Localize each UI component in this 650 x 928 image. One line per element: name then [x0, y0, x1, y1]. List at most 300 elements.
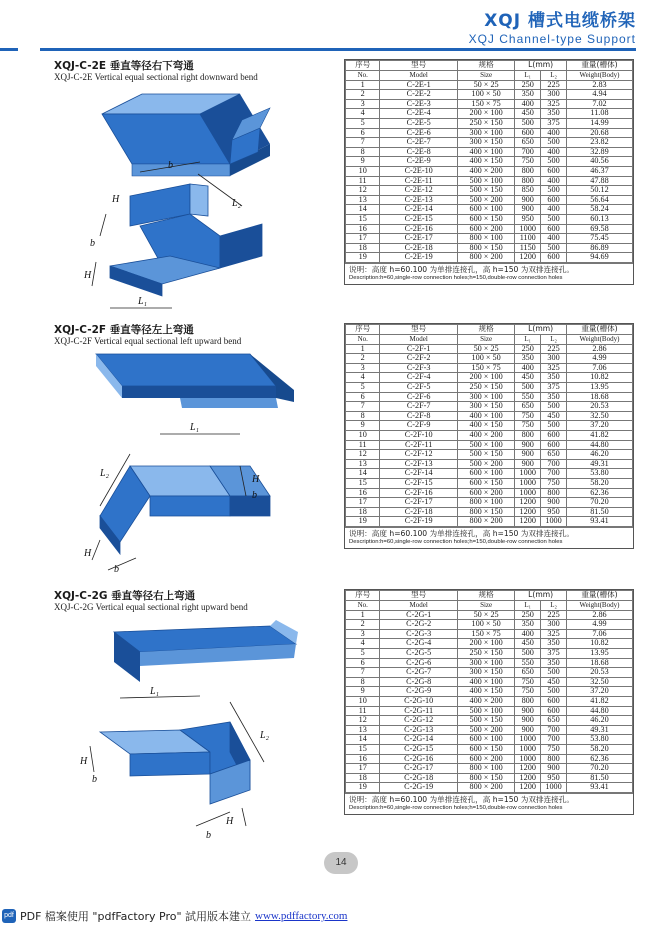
th-weight-en: Weight(Body)	[566, 71, 632, 81]
section-title: XQJ-C-2F 垂直等径左上弯通	[54, 324, 194, 336]
cell-l2: 300	[541, 354, 567, 364]
cell-no: 1	[346, 344, 380, 354]
cell-weight: 81.50	[566, 507, 632, 517]
table-note	[345, 263, 633, 284]
cell-weight: 41.82	[566, 430, 632, 440]
cell-size: 800 × 150	[457, 507, 514, 517]
th-size-en: Size	[457, 601, 514, 611]
cell-size: 50 × 25	[457, 610, 514, 620]
cell-model: C-2E-3	[380, 99, 457, 109]
tray-drawing-left-upward-bend	[80, 346, 320, 576]
cell-model: C-2E-1	[380, 80, 457, 90]
cell-model: C-2F-9	[380, 421, 457, 431]
cell-no: 16	[346, 754, 380, 764]
cell-size: 100 × 50	[457, 354, 514, 364]
cell-l2: 1000	[541, 783, 567, 793]
cell-weight: 4.99	[566, 354, 632, 364]
cell-no: 9	[346, 157, 380, 167]
cell-l2: 400	[541, 234, 567, 244]
cell-no: 6	[346, 658, 380, 668]
cell-no: 16	[346, 488, 380, 498]
note-en: Description:h=60,single-row connection holes;h=150,double-row connection holes	[349, 274, 563, 281]
cell-size: 150 × 75	[457, 99, 514, 109]
th-model-en: Model	[380, 335, 457, 345]
cell-model: C-2G-7	[380, 668, 457, 678]
cell-model: C-2F-11	[380, 440, 457, 450]
cell-l1: 1000	[515, 478, 541, 488]
cell-l2: 325	[541, 629, 567, 639]
cell-weight: 14.99	[566, 118, 632, 128]
cell-size: 300 × 150	[457, 402, 514, 412]
th-size-cn: 规格	[457, 325, 514, 335]
cell-l2: 500	[541, 687, 567, 697]
cell-no: 10	[346, 166, 380, 176]
cell-l1: 500	[515, 118, 541, 128]
cell-l1: 900	[515, 725, 541, 735]
cell-no: 4	[346, 373, 380, 383]
cell-l2: 500	[541, 402, 567, 412]
th-weight-en: Weight(Body)	[566, 335, 632, 345]
th-size-en: Size	[457, 335, 514, 345]
th-weight-cn: 重量(槽体)	[566, 61, 632, 71]
table-row	[346, 234, 633, 244]
cell-weight: 46.20	[566, 450, 632, 460]
cell-no: 10	[346, 430, 380, 440]
cell-l1: 750	[515, 687, 541, 697]
cell-l1: 1200	[515, 783, 541, 793]
cell-model: C-2G-2	[380, 620, 457, 630]
cell-model: C-2F-17	[380, 498, 457, 508]
cell-weight: 81.50	[566, 773, 632, 783]
cell-model: C-2E-4	[380, 109, 457, 119]
cell-size: 800 × 100	[457, 764, 514, 774]
cell-l2: 600	[541, 166, 567, 176]
cell-model: C-2E-18	[380, 243, 457, 253]
section-title: XQJ-C-2E 垂直等径右下弯通	[54, 60, 194, 72]
cell-l1: 650	[515, 668, 541, 678]
cell-no: 1	[346, 610, 380, 620]
cell-size: 600 × 100	[457, 735, 514, 745]
th-size-cn: 规格	[457, 61, 514, 71]
table-row	[346, 498, 633, 508]
cell-size: 400 × 150	[457, 421, 514, 431]
cell-size: 400 × 150	[457, 687, 514, 697]
cell-no: 19	[346, 253, 380, 263]
cell-size: 400 × 200	[457, 166, 514, 176]
note-en: Description:h=60,single-row connection holes;h=150,double-row connection holes	[349, 538, 563, 545]
cell-size: 800 × 150	[457, 773, 514, 783]
cell-model: C-2G-19	[380, 783, 457, 793]
tray-render	[96, 354, 294, 408]
cell-weight: 50.12	[566, 186, 632, 196]
cell-no: 18	[346, 773, 380, 783]
cell-model: C-2E-14	[380, 205, 457, 215]
cell-l2: 1000	[541, 517, 567, 527]
cell-size: 200 × 100	[457, 639, 514, 649]
cell-l2: 600	[541, 224, 567, 234]
cell-no: 13	[346, 195, 380, 205]
cell-size: 600 × 100	[457, 205, 514, 215]
cell-no: 14	[346, 205, 380, 215]
cell-l1: 800	[515, 430, 541, 440]
cell-size: 150 × 75	[457, 363, 514, 373]
cell-l1: 250	[515, 344, 541, 354]
note-cn: 说明：高度 h=60.100 为单排连接孔，高 h=150 为双排连接孔。	[349, 794, 574, 804]
dim-label-b-bottom: b	[114, 564, 119, 575]
cell-weight: 2.83	[566, 80, 632, 90]
cell-weight: 10.82	[566, 639, 632, 649]
cell-weight: 37.20	[566, 687, 632, 697]
th-model-en: Model	[380, 601, 457, 611]
th-size-en: Size	[457, 71, 514, 81]
cell-l1: 900	[515, 450, 541, 460]
cell-model: C-2E-17	[380, 234, 457, 244]
cell-size: 600 × 150	[457, 478, 514, 488]
cell-no: 3	[346, 629, 380, 639]
th-no-en: No.	[346, 601, 380, 611]
note-cn: 说明：高度 h=60.100 为单排连接孔，高 h=150 为双排连接孔。	[349, 528, 574, 538]
cell-no: 12	[346, 450, 380, 460]
cell-l1: 400	[515, 363, 541, 373]
cell-weight: 49.31	[566, 725, 632, 735]
cell-weight: 2.86	[566, 344, 632, 354]
section-subtitle: XQJ-C-2G Vertical equal sectional right upward bend	[54, 602, 248, 612]
table-row	[346, 517, 633, 527]
cell-model: C-2E-10	[380, 166, 457, 176]
cell-weight: 49.31	[566, 459, 632, 469]
cell-model: C-2G-15	[380, 744, 457, 754]
cell-weight: 93.41	[566, 783, 632, 793]
dim-label-b-right: b	[252, 490, 257, 501]
th-l2: L₂	[541, 601, 567, 611]
cell-model: C-2F-5	[380, 382, 457, 392]
cell-size: 800 × 150	[457, 243, 514, 253]
cell-model: C-2G-14	[380, 735, 457, 745]
table-row	[346, 783, 633, 793]
table-row	[346, 166, 633, 176]
cell-weight: 46.37	[566, 166, 632, 176]
cell-size: 300 × 150	[457, 668, 514, 678]
cell-l2: 700	[541, 459, 567, 469]
cell-l1: 1000	[515, 735, 541, 745]
cell-model: C-2G-17	[380, 764, 457, 774]
th-weight-cn: 重量(槽体)	[566, 591, 632, 601]
cell-weight: 2.86	[566, 610, 632, 620]
table-row	[346, 764, 633, 774]
cell-l2: 500	[541, 157, 567, 167]
tray-line-drawing	[90, 696, 264, 826]
spec-table-c2e	[344, 59, 634, 285]
cell-l2: 400	[541, 147, 567, 157]
dim-label-l1: L₁	[150, 686, 160, 697]
cell-model: C-2G-16	[380, 754, 457, 764]
cell-weight: 11.08	[566, 109, 632, 119]
cell-weight: 62.36	[566, 754, 632, 764]
cell-weight: 18.68	[566, 392, 632, 402]
cell-l1: 1200	[515, 507, 541, 517]
cell-l1: 650	[515, 138, 541, 148]
cell-l1: 800	[515, 176, 541, 186]
cell-no: 4	[346, 639, 380, 649]
table-row	[346, 430, 633, 440]
cell-l1: 350	[515, 354, 541, 364]
dim-label-b-bottom: b	[206, 830, 211, 841]
cell-no: 11	[346, 440, 380, 450]
cell-size: 600 × 200	[457, 754, 514, 764]
cell-l2: 400	[541, 176, 567, 186]
cell-size: 100 × 50	[457, 620, 514, 630]
cell-l2: 325	[541, 363, 567, 373]
tray-line-drawing	[92, 162, 262, 308]
cell-l2: 650	[541, 450, 567, 460]
th-model-en: Model	[380, 71, 457, 81]
table-row	[346, 735, 633, 745]
th-l-cn: L(mm)	[515, 325, 567, 335]
cell-size: 500 × 200	[457, 459, 514, 469]
dim-label-l1: L₁	[190, 422, 200, 433]
cell-no: 12	[346, 186, 380, 196]
cell-model: C-2E-2	[380, 90, 457, 100]
footer-link[interactable]: www.pdffactory.com	[255, 910, 348, 922]
table-row	[346, 354, 633, 364]
th-no-cn: 序号	[346, 325, 380, 335]
table-note	[345, 793, 633, 814]
cell-size: 150 × 75	[457, 629, 514, 639]
cell-weight: 32.89	[566, 147, 632, 157]
cell-size: 300 × 100	[457, 128, 514, 138]
dim-label-h-right: H	[252, 474, 260, 485]
cell-l1: 1200	[515, 764, 541, 774]
note-en: Description:h=60,single-row connection holes;h=150,double-row connection holes	[349, 804, 563, 811]
cell-weight: 7.02	[566, 99, 632, 109]
cell-l2: 600	[541, 706, 567, 716]
table-row	[346, 205, 633, 215]
cell-weight: 37.20	[566, 421, 632, 431]
cell-no: 11	[346, 706, 380, 716]
cell-l2: 225	[541, 80, 567, 90]
cell-l2: 700	[541, 469, 567, 479]
cell-model: C-2E-7	[380, 138, 457, 148]
cell-model: C-2E-8	[380, 147, 457, 157]
tray-drawing-right-upward-bend	[80, 612, 320, 844]
cell-size: 300 × 150	[457, 138, 514, 148]
cell-l2: 375	[541, 382, 567, 392]
cell-weight: 56.64	[566, 195, 632, 205]
cell-size: 300 × 100	[457, 658, 514, 668]
cell-l1: 1000	[515, 488, 541, 498]
cell-l1: 1200	[515, 517, 541, 527]
dim-label-h-left: H	[80, 756, 88, 767]
cell-l1: 750	[515, 677, 541, 687]
table-row	[346, 186, 633, 196]
cell-l1: 900	[515, 205, 541, 215]
table-row	[346, 469, 633, 479]
dim-label-b-top: b	[168, 160, 173, 171]
cell-weight: 75.45	[566, 234, 632, 244]
cell-no: 15	[346, 214, 380, 224]
table-row	[346, 138, 633, 148]
section-title: XQJ-C-2G 垂直等径右上弯通	[54, 590, 196, 602]
cell-no: 8	[346, 147, 380, 157]
cell-weight: 44.80	[566, 440, 632, 450]
cell-model: C-2G-11	[380, 706, 457, 716]
cell-l1: 1200	[515, 498, 541, 508]
pdf-footer	[2, 908, 347, 924]
cell-l1: 1200	[515, 253, 541, 263]
table-row	[346, 157, 633, 167]
cell-no: 18	[346, 243, 380, 253]
cell-l2: 350	[541, 109, 567, 119]
cell-weight: 86.89	[566, 243, 632, 253]
cell-model: C-2F-7	[380, 402, 457, 412]
cell-l2: 900	[541, 764, 567, 774]
cell-weight: 7.06	[566, 363, 632, 373]
cell-l1: 750	[515, 157, 541, 167]
cell-weight: 46.20	[566, 716, 632, 726]
cell-l1: 750	[515, 411, 541, 421]
cell-size: 50 × 25	[457, 80, 514, 90]
cell-l2: 300	[541, 620, 567, 630]
cell-l2: 750	[541, 744, 567, 754]
cell-model: C-2F-2	[380, 354, 457, 364]
cell-size: 250 × 150	[457, 648, 514, 658]
th-weight-cn: 重量(槽体)	[566, 325, 632, 335]
cell-size: 500 × 150	[457, 450, 514, 460]
cell-l1: 550	[515, 392, 541, 402]
cell-no: 14	[346, 735, 380, 745]
cell-model: C-2F-1	[380, 344, 457, 354]
cell-weight: 70.20	[566, 498, 632, 508]
cell-l1: 800	[515, 696, 541, 706]
cell-size: 500 × 150	[457, 186, 514, 196]
table-row	[346, 253, 633, 263]
cell-model: C-2E-15	[380, 214, 457, 224]
cell-no: 3	[346, 99, 380, 109]
cell-weight: 10.82	[566, 373, 632, 383]
cell-l2: 400	[541, 128, 567, 138]
dim-label-h-upper: H	[112, 194, 120, 205]
cell-weight: 7.06	[566, 629, 632, 639]
th-no-cn: 序号	[346, 61, 380, 71]
th-no-en: No.	[346, 71, 380, 81]
cell-no: 7	[346, 668, 380, 678]
cell-model: C-2F-10	[380, 430, 457, 440]
cell-weight: 53.80	[566, 735, 632, 745]
cell-size: 800 × 200	[457, 783, 514, 793]
cell-l2: 500	[541, 243, 567, 253]
cell-weight: 4.94	[566, 90, 632, 100]
cell-l2: 600	[541, 440, 567, 450]
pdf-icon: pdf	[2, 909, 16, 923]
cell-l2: 650	[541, 716, 567, 726]
cell-weight: 58.20	[566, 744, 632, 754]
cell-l2: 450	[541, 411, 567, 421]
cell-weight: 32.50	[566, 677, 632, 687]
cell-size: 600 × 150	[457, 214, 514, 224]
cell-weight: 20.68	[566, 128, 632, 138]
cell-l1: 800	[515, 166, 541, 176]
cell-model: C-2F-3	[380, 363, 457, 373]
table-row	[346, 478, 633, 488]
cell-l2: 325	[541, 99, 567, 109]
cell-no: 3	[346, 363, 380, 373]
cell-no: 8	[346, 411, 380, 421]
footer-text: PDF 檔案使用 "pdfFactory Pro" 試用版本建立	[20, 910, 252, 923]
th-l-cn: L(mm)	[515, 591, 567, 601]
cell-weight: 58.24	[566, 205, 632, 215]
cell-l1: 1000	[515, 224, 541, 234]
cell-l1: 550	[515, 658, 541, 668]
cell-no: 7	[346, 138, 380, 148]
table-row	[346, 668, 633, 678]
cell-model: C-2G-1	[380, 610, 457, 620]
cell-l2: 800	[541, 488, 567, 498]
table-row	[346, 687, 633, 697]
note-cn: 说明：高度 h=60.100 为单排连接孔，高 h=150 为双排连接孔。	[349, 264, 574, 274]
cell-weight: 20.53	[566, 402, 632, 412]
cell-model: C-2G-18	[380, 773, 457, 783]
cell-no: 15	[346, 478, 380, 488]
cell-l2: 750	[541, 478, 567, 488]
spec-table-c2f	[344, 323, 634, 549]
cell-l1: 1000	[515, 469, 541, 479]
cell-weight: 60.13	[566, 214, 632, 224]
dim-label-l2: L₂	[232, 198, 242, 209]
cell-l2: 600	[541, 195, 567, 205]
cell-l2: 600	[541, 696, 567, 706]
cell-l2: 600	[541, 430, 567, 440]
table-row	[346, 716, 633, 726]
cell-model: C-2G-13	[380, 725, 457, 735]
cell-size: 400 × 200	[457, 696, 514, 706]
cell-model: C-2G-3	[380, 629, 457, 639]
cell-model: C-2E-19	[380, 253, 457, 263]
cell-size: 400 × 150	[457, 157, 514, 167]
cell-l1: 900	[515, 459, 541, 469]
cell-size: 600 × 200	[457, 224, 514, 234]
cell-l2: 900	[541, 498, 567, 508]
th-weight-en: Weight(Body)	[566, 601, 632, 611]
dim-label-l1: L₁	[138, 296, 148, 307]
cell-size: 500 × 200	[457, 725, 514, 735]
th-no-cn: 序号	[346, 591, 380, 601]
cell-l1: 900	[515, 706, 541, 716]
cell-l1: 450	[515, 373, 541, 383]
cell-l1: 250	[515, 610, 541, 620]
cell-no: 19	[346, 783, 380, 793]
cell-weight: 32.50	[566, 411, 632, 421]
cell-no: 15	[346, 744, 380, 754]
cell-l1: 900	[515, 195, 541, 205]
th-model-cn: 型号	[380, 325, 457, 335]
cell-size: 600 × 150	[457, 744, 514, 754]
cell-weight: 44.80	[566, 706, 632, 716]
cell-model: C-2E-11	[380, 176, 457, 186]
cell-no: 16	[346, 224, 380, 234]
cell-model: C-2G-8	[380, 677, 457, 687]
cell-l2: 700	[541, 725, 567, 735]
cell-size: 500 × 200	[457, 195, 514, 205]
cell-model: C-2E-16	[380, 224, 457, 234]
cell-model: C-2E-9	[380, 157, 457, 167]
th-size-cn: 规格	[457, 591, 514, 601]
dim-label-h-lower: H	[84, 270, 92, 281]
cell-size: 400 × 100	[457, 147, 514, 157]
cell-model: C-2F-14	[380, 469, 457, 479]
cell-weight: 70.20	[566, 764, 632, 774]
cell-l1: 700	[515, 147, 541, 157]
dim-label-l2: L₂	[260, 730, 270, 741]
